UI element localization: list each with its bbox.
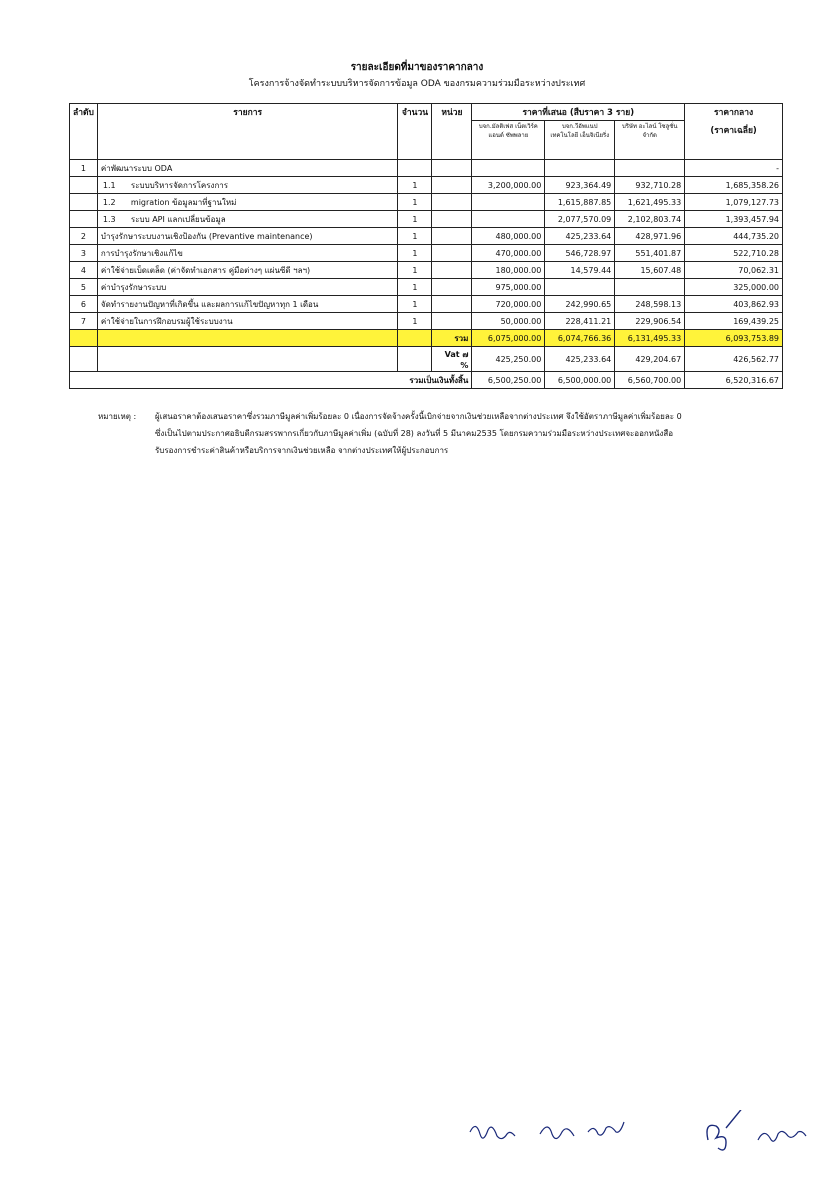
sum-label: รวม xyxy=(432,330,472,347)
price-table xyxy=(69,103,783,389)
total-vendor-1: 6,500,250.00 xyxy=(472,372,545,389)
document-title: รายละเอียดที่มาของราคากลาง xyxy=(350,62,484,73)
row-order: 5 xyxy=(70,279,98,296)
row-median: 1,079,127.73 xyxy=(685,194,783,211)
row-vendor-3: 15,607.48 xyxy=(615,262,685,279)
row-order: 6 xyxy=(70,296,98,313)
row-item: บำรุงรักษาระบบงานเชิงป้องกัน (Prevantive maintenance) xyxy=(97,228,398,245)
signature-3 xyxy=(588,1122,624,1135)
row-vendor-1: 480,000.00 xyxy=(472,228,545,245)
row-vendor-2: 1,615,887.85 xyxy=(545,194,615,211)
total-label: รวมเป็นเงินทั้งสิ้น xyxy=(70,372,472,389)
sum-vendor-3: 6,131,495.33 xyxy=(615,330,685,347)
row-vendor-3: 1,621,495.33 xyxy=(615,194,685,211)
col-quote: ราคาที่เสนอ (สืบราคา 3 ราย) xyxy=(472,104,685,121)
row-vendor-1: 180,000.00 xyxy=(472,262,545,279)
row-vendor-3 xyxy=(615,160,685,177)
total-row xyxy=(70,372,783,389)
table-body xyxy=(70,160,783,330)
sum-row xyxy=(70,330,783,347)
row-vendor-1: 720,000.00 xyxy=(472,296,545,313)
document-subtitle: โครงการจ้างจัดทำระบบบริหารจัดการข้อมูล ODA ของกรมความร่วมมือระหว่างประเทศ xyxy=(248,79,586,89)
row-vendor-3: 551,401.87 xyxy=(615,245,685,262)
row-qty: 1 xyxy=(398,177,432,194)
row-vendor-2: 228,411.21 xyxy=(545,313,615,330)
row-subnumber: 1.3 xyxy=(102,214,116,224)
table-row xyxy=(70,177,783,194)
row-vendor-3: 2,102,803.74 xyxy=(615,211,685,228)
row-median: 522,710.28 xyxy=(685,245,783,262)
row-unit xyxy=(432,262,472,279)
row-unit xyxy=(432,296,472,313)
row-item xyxy=(97,194,398,211)
row-order: 1 xyxy=(70,160,98,177)
row-unit xyxy=(432,211,472,228)
row-item-label: ระบบ API แลกเปลี่ยนข้อมูล xyxy=(130,214,226,224)
row-order xyxy=(70,177,98,194)
table-row xyxy=(70,262,783,279)
row-vendor-2 xyxy=(545,160,615,177)
row-vendor-3: 428,971.96 xyxy=(615,228,685,245)
table-row xyxy=(70,296,783,313)
row-vendor-3: 248,598.13 xyxy=(615,296,685,313)
col-unit: หน่วย xyxy=(432,104,472,160)
row-vendor-2: 242,990.65 xyxy=(545,296,615,313)
row-median: - xyxy=(685,160,783,177)
sum-vendor-1: 6,075,000.00 xyxy=(472,330,545,347)
row-item: ค่าใช้จ่ายเบ็ดเตล็ด (ค่าจัดทำเอกสาร คู่มือต่างๆ แผ่นซีดี ฯลฯ) xyxy=(97,262,398,279)
signature-2 xyxy=(540,1127,574,1139)
row-qty: 1 xyxy=(398,296,432,313)
vendor-3-name: บริษัท อะไลน์ โซลูชั่น จำกัด xyxy=(615,121,685,160)
row-item: ค่าพัฒนาระบบ ODA xyxy=(97,160,398,177)
col-qty: จำนวน xyxy=(398,104,432,160)
total-vendor-2: 6,500,000.00 xyxy=(545,372,615,389)
col-median xyxy=(685,104,783,160)
row-order: 4 xyxy=(70,262,98,279)
vat-label: Vat ๗ % xyxy=(432,347,472,372)
row-vendor-3: 229,906.54 xyxy=(615,313,685,330)
sum-vendor-2: 6,074,766.36 xyxy=(545,330,615,347)
row-vendor-1 xyxy=(472,160,545,177)
remark-line: รับรองการชำระค่าสินค้าหรือบริการจากเงินช่วยเหลือ จากต่างประเทศให้ผู้ประกอบการ xyxy=(155,446,449,455)
row-item: ค่าใช้จ่ายในการฝึกอบรมผู้ใช้ระบบงาน xyxy=(97,313,398,330)
row-order: 7 xyxy=(70,313,98,330)
row-qty: 1 xyxy=(398,211,432,228)
row-vendor-3 xyxy=(615,279,685,296)
row-median: 1,393,457.94 xyxy=(685,211,783,228)
row-qty: 1 xyxy=(398,313,432,330)
row-order xyxy=(70,194,98,211)
row-unit xyxy=(432,177,472,194)
row-unit xyxy=(432,228,472,245)
row-vendor-1: 3,200,000.00 xyxy=(472,177,545,194)
row-vendor-1: 470,000.00 xyxy=(472,245,545,262)
total-vendor-3: 6,560,700.00 xyxy=(615,372,685,389)
row-median: 325,000.00 xyxy=(685,279,783,296)
row-item-label: ระบบบริหารจัดการโครงการ xyxy=(130,180,229,190)
row-item: ค่าบำรุงรักษาระบบ xyxy=(97,279,398,296)
vat-vendor-1: 425,250.00 xyxy=(472,347,545,372)
total-median: 6,520,316.67 xyxy=(685,372,783,389)
median-sublabel: (ราคาเฉลี่ย) xyxy=(710,126,757,136)
row-median: 403,862.93 xyxy=(685,296,783,313)
table-row xyxy=(70,211,783,228)
signature-5 xyxy=(758,1131,806,1141)
row-vendor-2 xyxy=(545,279,615,296)
row-vendor-3: 932,710.28 xyxy=(615,177,685,194)
row-unit xyxy=(432,279,472,296)
median-label: ราคากลาง xyxy=(714,108,754,118)
row-vendor-2: 425,233.64 xyxy=(545,228,615,245)
header-row xyxy=(70,104,783,121)
row-median: 1,685,358.26 xyxy=(685,177,783,194)
row-item xyxy=(97,211,398,228)
row-unit xyxy=(432,313,472,330)
row-order xyxy=(70,211,98,228)
row-qty: 1 xyxy=(398,245,432,262)
row-vendor-1: 50,000.00 xyxy=(472,313,545,330)
signature-1 xyxy=(470,1126,515,1138)
signature-4 xyxy=(707,1110,744,1150)
table-row xyxy=(70,228,783,245)
remark-line: ผู้เสนอราคาต้องเสนอราคาซึ่งรวมภาษีมูลค่าเพิ่มร้อยละ 0 เนื่องการจัดจ้างครั้งนี้เบิกจ่ายจากเงินช่วยเหลือจากต่างประเทศ จึงใช้อัตราภาษีมูลค่าเพิ่มร้อยละ 0 xyxy=(155,412,682,421)
row-median: 444,735.20 xyxy=(685,228,783,245)
row-item xyxy=(97,177,398,194)
row-median: 169,439.25 xyxy=(685,313,783,330)
row-order: 3 xyxy=(70,245,98,262)
row-unit xyxy=(432,194,472,211)
table-row xyxy=(70,279,783,296)
row-item: การบำรุงรักษาเชิงแก้ไข xyxy=(97,245,398,262)
row-vendor-2: 14,579.44 xyxy=(545,262,615,279)
vat-vendor-3: 429,204.67 xyxy=(615,347,685,372)
row-qty xyxy=(398,160,432,177)
row-median: 70,062.31 xyxy=(685,262,783,279)
signatures xyxy=(440,1110,820,1160)
row-vendor-1 xyxy=(472,211,545,228)
row-vendor-2: 2,077,570.09 xyxy=(545,211,615,228)
row-item-label: migration ข้อมูลมาที่ฐานใหม่ xyxy=(130,197,237,207)
remark-line: ซึ่งเป็นไปตามประกาศอธิบดีกรมสรรพากรเกี่ยวกับภาษีมูลค่าเพิ่ม (ฉบับที่ 28) ลงวันที่ 5 มีนาคม2535 โดยกรมความร่วมมือระหว่างประเทศจะออกหนังสือ xyxy=(155,429,674,438)
row-subnumber: 1.1 xyxy=(102,180,116,190)
row-qty: 1 xyxy=(398,279,432,296)
row-vendor-1: 975,000.00 xyxy=(472,279,545,296)
vat-median: 426,562.77 xyxy=(685,347,783,372)
table-row xyxy=(70,160,783,177)
vat-vendor-2: 425,233.64 xyxy=(545,347,615,372)
row-subnumber: 1.2 xyxy=(102,197,116,207)
col-item: รายการ xyxy=(97,104,398,160)
table-row xyxy=(70,194,783,211)
vat-row xyxy=(70,347,783,372)
row-unit xyxy=(432,160,472,177)
remark-label: หมายเหตุ : xyxy=(98,412,137,421)
row-item: จัดทำรายงานปัญหาที่เกิดขึ้น และผลการแก้ไขปัญหาทุก 1 เดือน xyxy=(97,296,398,313)
row-vendor-2: 923,364.49 xyxy=(545,177,615,194)
vendor-2-name: บจก.วีอัพแนป เทคโนโลยี เอ็นจิเนียริ่ง xyxy=(545,121,615,160)
table-row xyxy=(70,245,783,262)
row-vendor-1 xyxy=(472,194,545,211)
sum-median: 6,093,753.89 xyxy=(685,330,783,347)
remark-body xyxy=(155,408,755,459)
row-qty: 1 xyxy=(398,228,432,245)
row-qty: 1 xyxy=(398,262,432,279)
table-row xyxy=(70,313,783,330)
vendor-1-name: บจก.มัลติเฟส เน็ตเวิร์ค แอนด์ ซัพพลาย xyxy=(472,121,545,160)
row-order: 2 xyxy=(70,228,98,245)
row-qty: 1 xyxy=(398,194,432,211)
row-unit xyxy=(432,245,472,262)
col-order: ลำดับ xyxy=(70,104,98,160)
row-vendor-2: 546,728.97 xyxy=(545,245,615,262)
